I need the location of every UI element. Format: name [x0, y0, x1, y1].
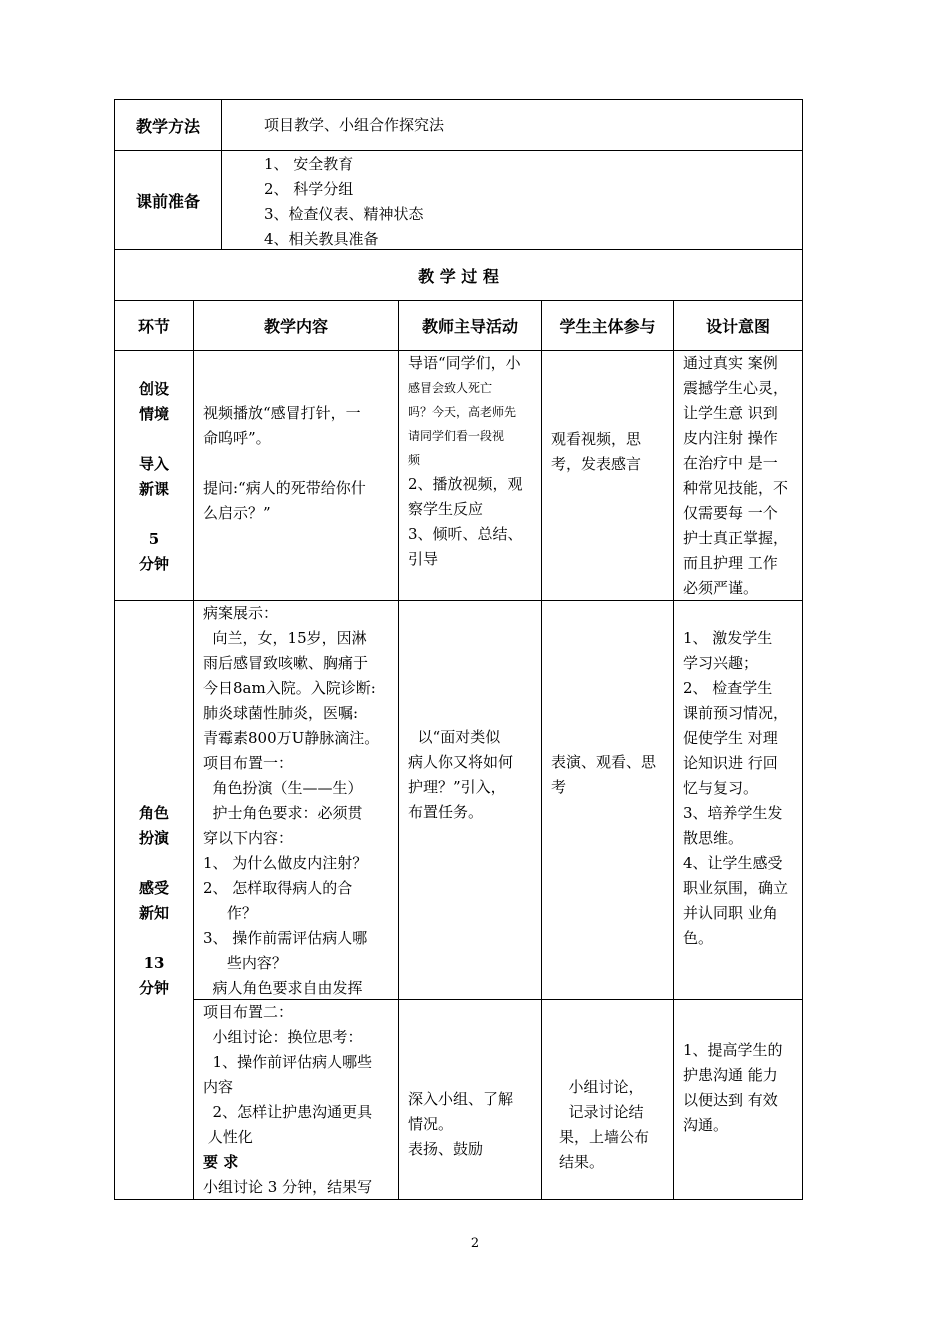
content-line: 今日8am入院。入院诊断: [203, 679, 376, 697]
content-line: 病案展示： [203, 604, 279, 622]
intent-line: 2、 检查学生 [683, 679, 773, 697]
content-line: 2、怎样让护患沟通更具 [203, 1103, 373, 1121]
intent-line: 在治疗中 是一 [683, 454, 778, 472]
page-number: 2 [470, 1236, 480, 1251]
teacher-line: 布置任务。 [408, 803, 484, 821]
section-label [115, 851, 193, 876]
method-label: 教学方法 [135, 116, 200, 136]
content-line: 项目布置一： [203, 754, 294, 772]
row1-teacher-cell [398, 350, 542, 601]
col-header-label: 设计意图 [705, 317, 770, 336]
content-line: 人性化 [203, 1128, 253, 1146]
prep-item: 1、 安全教育 [264, 155, 354, 173]
teacher-line: 引导 [408, 550, 439, 568]
row1-student-cell [541, 350, 674, 601]
col-header-label: 环节 [137, 317, 170, 336]
row3-content-cell [193, 999, 399, 1200]
teacher-line: 以“面对类似 [408, 728, 501, 746]
prep-items-cell [221, 150, 803, 250]
content-line: 些内容？ [203, 954, 287, 972]
intent-line: 学习兴趣； [683, 654, 759, 672]
content-line: 要 求 [203, 1153, 239, 1171]
section-label: 感受 [138, 879, 169, 897]
col-header-content [193, 300, 399, 351]
section-label: 新知 [138, 904, 169, 922]
section-label [115, 926, 193, 951]
intent-line: 而且护理 工作 [683, 554, 778, 572]
intent-line: 护患沟通 能力 [683, 1066, 778, 1084]
intent-line: 让学生意 识到 [683, 404, 778, 422]
row3-student-cell [541, 999, 674, 1200]
process-title-cell [114, 249, 803, 301]
col-header-label: 学生主体参与 [559, 317, 656, 336]
teacher-line: 2、播放视频，观 [408, 475, 523, 493]
content-line: 1、 为什么做皮内注射？ [203, 854, 368, 872]
student-line: 记录讨论结 [559, 1103, 644, 1121]
intent-line: 护士真正掌握， [683, 529, 789, 547]
row1-intent-cell [673, 350, 803, 601]
col-header-label: 教师主导活动 [421, 317, 518, 336]
intent-line: 3、培养学生发 [683, 804, 783, 822]
teacher-line: 情况。 [408, 1115, 454, 1133]
student-line: 结果。 [559, 1153, 605, 1171]
content-line: 病人角色要求自由发挥 [203, 979, 363, 997]
intent-line: 并认同职 业角 [683, 904, 778, 922]
row3-teacher-cell [398, 999, 542, 1200]
content-line: 1、操作前评估病人哪些 [203, 1053, 373, 1071]
row2-teacher-cell [398, 600, 542, 1000]
row3-intent-cell [673, 999, 803, 1200]
content-line: 么启示？” [203, 504, 271, 522]
intent-line: 以便达到 有效 [683, 1091, 778, 1109]
intent-line: 散思维。 [683, 829, 744, 847]
col-header-intent [673, 300, 803, 351]
content-line: 3、 操作前需评估病人哪 [203, 929, 368, 947]
section-label: 新课 [138, 480, 169, 498]
content-line: 2、 怎样取得病人的合 [203, 879, 353, 897]
intent-line: 论知识进 行回 [683, 754, 778, 772]
row1-section-cell [114, 350, 194, 601]
content-line: 项目布置二： [203, 1003, 294, 1021]
intent-line: 职业氛围，确立 [683, 879, 789, 897]
teacher-line: 感冒会致人死亡 [408, 381, 493, 395]
col-header-label: 教学内容 [263, 317, 328, 336]
student-line: 果，上墙公布 [559, 1128, 650, 1146]
method-value-cell [221, 99, 803, 151]
content-line: 角色扮演（生——生） [203, 779, 363, 797]
method-value: 项目教学、小组合作探究法 [264, 116, 445, 134]
row1-content-cell [193, 350, 399, 601]
content-line: 小组讨论：换位思考： [203, 1028, 363, 1046]
intent-line: 1、提高学生的 [683, 1041, 783, 1059]
content-line: 护士角色要求：必须贯 [203, 804, 363, 822]
section-label: 13 [143, 954, 165, 972]
teacher-line: 请同学们看一段视 [408, 429, 505, 443]
content-line: 作？ [203, 904, 257, 922]
intent-line: 4、让学生感受 [683, 854, 783, 872]
student-line: 观看视频，思 [551, 430, 642, 448]
teacher-line: 察学生反应 [408, 500, 484, 518]
content-line: 向兰，女，15岁，因淋 [203, 629, 367, 647]
intent-line: 沟通。 [683, 1116, 729, 1134]
section-label: 5 [148, 530, 160, 548]
section-label: 分钟 [138, 555, 169, 573]
content-line: 视频播放“感冒打针，一 [203, 404, 361, 422]
prep-label: 课前准备 [135, 191, 200, 211]
student-line: 小组讨论， [559, 1078, 644, 1096]
teacher-line: 深入小组、了解 [408, 1090, 514, 1108]
teacher-line: 表扬、鼓励 [408, 1140, 484, 1158]
row2-content-cell [193, 600, 399, 1000]
content-line: 雨后感冒致咳嗽、胸痛于 [203, 654, 369, 672]
col-header-section [114, 300, 194, 351]
intent-line: 忆与复习。 [683, 779, 759, 797]
teacher-line: 导语“同学们，小 [408, 354, 521, 372]
teacher-line: 护理？”引入， [408, 778, 506, 796]
section-label: 分钟 [138, 979, 169, 997]
intent-line: 仅需要每 一个 [683, 504, 778, 522]
teacher-line: 吗？今天，高老师先 [408, 405, 517, 419]
row2-student-cell [541, 600, 674, 1000]
row2-section-cell [114, 600, 194, 1200]
prep-item: 2、 科学分组 [264, 180, 354, 198]
content-line: 小组讨论 3 分钟，结果写 [203, 1178, 373, 1196]
section-label: 扮演 [138, 829, 169, 847]
section-label: 创设 [138, 380, 169, 398]
col-header-teacher [398, 300, 542, 351]
student-line: 表演、观看、思 [551, 753, 657, 771]
teacher-line: 病人你又将如何 [408, 753, 514, 771]
section-label [115, 502, 193, 527]
intent-line: 通过真实 案例 [683, 354, 778, 372]
row2-intent-cell [673, 600, 803, 1000]
content-line: 青霉素800万U静脉滴注。 [203, 729, 380, 747]
intent-line: 震撼学生心灵， [683, 379, 789, 397]
content-line: 肺炎球菌性肺炎，医嘱: [203, 704, 359, 722]
method-label-cell [114, 99, 222, 151]
content-line: 命呜呼”。 [203, 429, 271, 447]
content-line: 内容 [203, 1078, 234, 1096]
intent-line: 课前预习情况， [683, 704, 789, 722]
content-line [203, 451, 366, 476]
student-line: 考 [551, 778, 567, 796]
teacher-line: 频 [408, 453, 421, 467]
student-line: 考，发表感言 [551, 455, 642, 473]
section-label: 情境 [138, 405, 169, 423]
intent-line: 促使学生 对理 [683, 729, 778, 747]
intent-line: 种常见技能，不 [683, 479, 789, 497]
content-line: 提问:“病人的死带给你什 [203, 479, 366, 497]
section-label [115, 427, 193, 452]
intent-line: 1、 激发学生 [683, 629, 773, 647]
section-label: 导入 [138, 455, 169, 473]
content-line: 穿以下内容： [203, 829, 294, 847]
col-header-student [541, 300, 674, 351]
teacher-line: 3、倾听、总结、 [408, 525, 523, 543]
process-title: 教 学 过 程 [418, 266, 499, 286]
intent-line: 皮内注射 操作 [683, 429, 778, 447]
prep-item: 3、检查仪表、精神状态 [264, 205, 424, 223]
intent-line: 色。 [683, 929, 714, 947]
prep-label-cell [114, 150, 222, 250]
intent-line: 必须严谨。 [683, 579, 759, 597]
prep-item: 4、相关教具准备 [264, 230, 379, 248]
section-label: 角色 [138, 804, 169, 822]
